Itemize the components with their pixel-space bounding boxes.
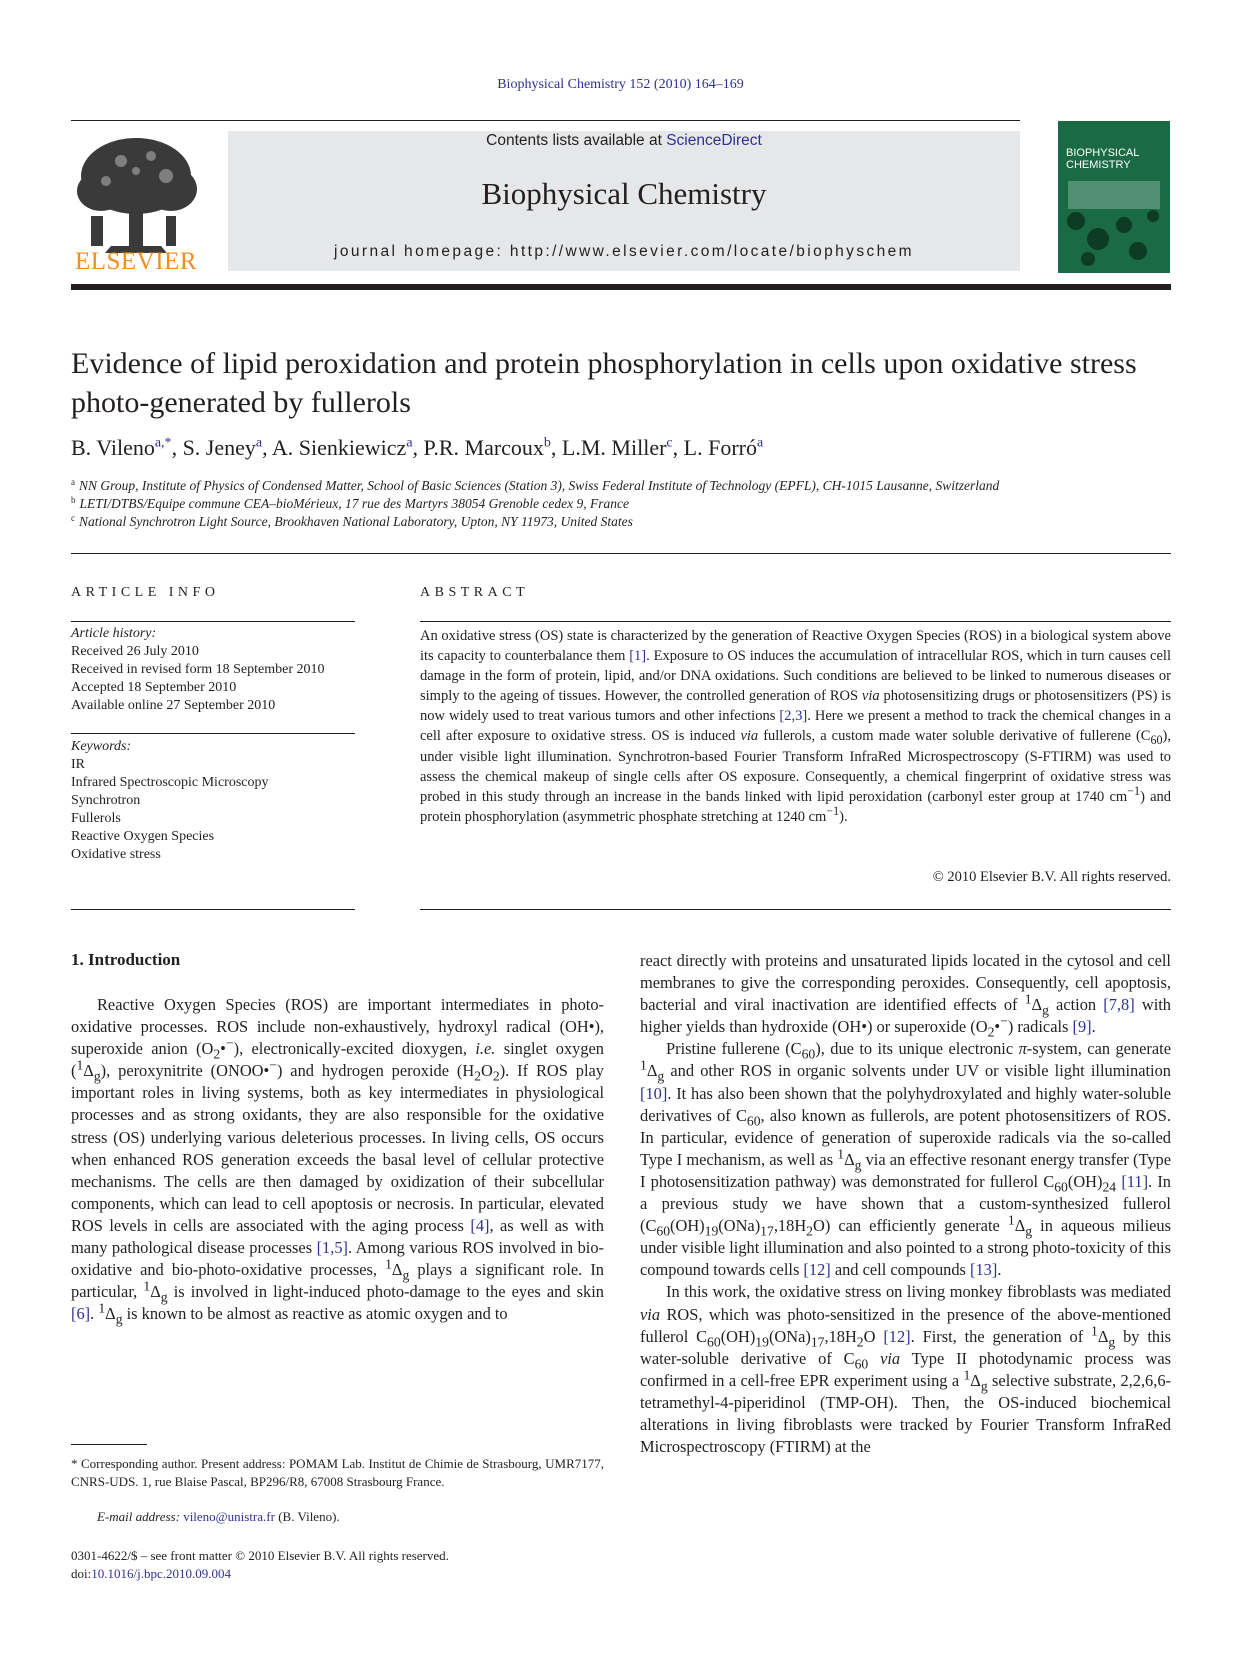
- abstract-heading: ABSTRACT: [420, 585, 530, 600]
- keyword: Synchrotron: [71, 793, 141, 808]
- intro-paragraph: react directly with proteins and unsaturated lipids located in the cytosol and cell membranes to give the corresponding peroxides. Consequently, cell apoptosis, bacterial and viral inactivation are identified effects of $^1\Delta_g$ action [7,8] with higher yields than hydroxide (OH•) or superoxide $(O_2•^-)$ radicals [9].: [640, 951, 1171, 1040]
- author-affiliation-mark[interactable]: a: [406, 435, 413, 451]
- intro-column-right: [640, 950, 1171, 1458]
- author-affiliation-mark[interactable]: b: [543, 435, 551, 451]
- history-item: Received 26 July 2010: [71, 644, 199, 659]
- cover-title: BIOPHYSICAL CHEMISTRY: [1066, 147, 1139, 171]
- affiliation-label: c: [71, 512, 75, 523]
- author-name[interactable]: A. Sienkiewicz: [271, 435, 407, 460]
- doi-line: [71, 1565, 604, 1583]
- corresponding-author-footnote: * Corresponding author. Present address: POMAM Lab. Institut de Chimie de Strasbourg, UMR7177, CNRS-UDS. 1, rue Blaise Pascal, BP296/R8, 67008 Strasbourg France.: [71, 1456, 604, 1489]
- keywords-label: Keywords:: [71, 739, 132, 754]
- affiliation-label: a: [71, 476, 75, 487]
- abstract-copyright: © 2010 Elsevier B.V. All rights reserved.: [932, 869, 1171, 885]
- contents-prefix: Contents lists available at: [486, 132, 667, 149]
- footnote-rule: [71, 1444, 147, 1445]
- journal-homepage-link[interactable]: journal homepage: http://www.elsevier.com/locate/biophyschem: [334, 243, 914, 260]
- citation-link[interactable]: [6]: [71, 1304, 91, 1324]
- section-heading: 1. Introduction: [71, 950, 181, 969]
- citation-link[interactable]: [9]: [1072, 1017, 1092, 1037]
- info-rule: [71, 909, 355, 910]
- affiliation-text: National Synchrotron Light Source, Brookhaven National Laboratory, Upton, NY 11973, United States: [79, 514, 633, 529]
- author-affiliation-mark[interactable]: a,*: [154, 435, 172, 451]
- keyword: Reactive Oxygen Species: [71, 829, 215, 844]
- keywords-list: [71, 738, 361, 864]
- header-rule: [71, 120, 1020, 121]
- journal-title: Biophysical Chemistry: [481, 176, 767, 211]
- journal-reference[interactable]: Biophysical Chemistry 152 (2010) 164–169: [497, 77, 744, 92]
- sciencedirect-link[interactable]: ScienceDirect: [666, 132, 762, 149]
- affiliation-a: [71, 478, 1171, 494]
- journal-cover-image[interactable]: [1058, 121, 1170, 273]
- author-name[interactable]: P.R. Marcoux: [423, 435, 544, 460]
- author-name[interactable]: L.M. Miller: [561, 435, 667, 460]
- email-line: [97, 1509, 597, 1525]
- front-matter: [71, 1547, 604, 1582]
- affiliation-b: [71, 496, 1171, 512]
- author-name[interactable]: S. Jeney: [182, 435, 256, 460]
- intro-paragraph: Reactive Oxygen Species (ROS) are important intermediates in photo-oxidative processes. ROS include non-exhaustively, hydroxyl radical (OH•), superoxide anion $(O_2•^-)$, electronically-excited dioxygen, i.e. singlet oxygen $(^1\Delta_g)$, peroxynitrite (ONOO•−) and hydrogen peroxide $(H_2O_2)$. If ROS play important roles in living systems, both as key intermediates in physiological processes and as strong oxidants, they are also responsible for the oxidative stress (OS) underlying various deleterious processes. In living cells, OS occurs when enhanced ROS generation exceeds the basal level of cellular protective mechanisms. The cells are then damaged by oxidization of their subcellular components, which can lead to cell apoptosis or necrosis. In particular, elevated ROS levels in cells are associated with the aging process [4], as well as with many pathological disease processes [1,5]. Among various ROS involved in bio-oxidative and bio-photo-oxidative processes, $^1\Delta_g$ plays a significant role. In particular, $^1\Delta_g$ is involved in light-induced photo-damage to the eyes and skin [6]. $^1\Delta_g$ is known to be almost as reactive as atomic oxygen and to: [71, 995, 605, 1327]
- citation-link[interactable]: [13]: [970, 1260, 998, 1280]
- history-item: Available online 27 September 2010: [71, 698, 276, 713]
- author-list: B. Vileno$^{a,*}$, S. Jeney$^a$, A. Sienkiewicz$^a$, P.R. Marcoux$^b$, L.M. Miller$^c$, L. Forró$^a$: [71, 435, 764, 460]
- front-matter-line: 0301-4622/$ – see front matter © 2010 Elsevier B.V. All rights reserved.: [71, 1548, 449, 1563]
- intro-paragraph: In this work, the oxidative stress on living monkey fibroblasts was mediated via ROS, which was photo-sensitized in the presence of the above-mentioned fullerol $C_{60}(OH)_{19}(ONa)_{17},18H_2O$ [12]. First, the generation of $^1\Delta_g$ by this water-soluble derivative of $C_{60}$ via Type II photodynamic process was confirmed in a cell-free EPR experiment using a $^1\Delta_g$ selective substrate, 2,2,6,6-tetramethyl-4-piperidinol (TMP-OH). Then, the OS-induced biochemical alterations in living fibroblasts were tracked by Fourier Transform InfraRed Microspectroscopy (FTIRM) at the: [640, 1282, 1171, 1457]
- author-name[interactable]: L. Forró: [683, 435, 757, 460]
- author-affiliation-mark[interactable]: c: [666, 435, 673, 451]
- doi-link[interactable]: 10.1016/j.bpc.2010.09.004: [91, 1565, 231, 1581]
- citation-link[interactable]: [12]: [883, 1326, 911, 1346]
- citation-link[interactable]: [10]: [640, 1083, 668, 1103]
- citation-link[interactable]: [1,5]: [316, 1238, 348, 1258]
- article-history: [71, 625, 361, 715]
- keyword: Fullerols: [71, 811, 121, 826]
- history-item: Received in revised form 18 September 2010: [71, 662, 325, 677]
- keyword: Oxidative stress: [71, 847, 161, 862]
- author-affiliation-mark[interactable]: a: [756, 435, 764, 451]
- citation-link[interactable]: [2,3]: [779, 708, 808, 725]
- publisher-wordmark: ELSEVIER: [74, 248, 198, 275]
- header-heavy-rule: [71, 284, 1171, 290]
- citation-link[interactable]: [4]: [470, 1215, 490, 1235]
- email-owner: (B. Vileno).: [278, 1509, 340, 1524]
- citation-link[interactable]: [12]: [803, 1260, 831, 1280]
- history-label: Article history:: [71, 626, 157, 641]
- citation-link[interactable]: [1]: [629, 648, 647, 665]
- author-affiliation-mark[interactable]: a: [255, 435, 263, 451]
- section-rule: [71, 553, 1171, 554]
- intro-paragraph: Pristine fullerene $(C_{60})$, due to its unique electronic π-system, can generate $^1\Delta_g$ and other ROS in organic solvents under UV or visible light illumination [10]. It has also been shown that the polyhydroxylated and highly water-soluble derivatives of $C_{60}$, also known as fullerols, are potent photosensitizers of ROS. In particular, evidence of generation of superoxide radicals via the so-called Type I mechanism, as well as $^1\Delta_g$ via an effective resonant energy transfer (Type I photosensitization pathway) was demonstrated for fullerol $C_{60}(OH)_{24}$ [11]. In a previous study we have shown that a custom-synthesized fullerol $(C_{60}(OH)_{19}(ONa)_{17},18H_2O)$ can efficiently generate $^1\Delta_g$ in aqueous milieus under visible light illumination and also pointed to a strong photo-toxicity of this compound towards cells [12] and cell compounds [13].: [640, 1039, 1172, 1280]
- author-name[interactable]: B. Vileno: [71, 435, 155, 460]
- abstract-body: An oxidative stress (OS) state is characterized by the generation of Reactive Oxygen Species (ROS) in a biological system above its capacity to counterbalance them [1]. Exposure to OS induces the accumulation of intracellular ROS, which in turn causes cell damage in the form of protein, lipid, and/or DNA oxidations. Such conditions are believed to be linked to numerous diseases or simply to the ageing of tissues. However, the controlled generation of ROS via photosensitizing drugs or photosensitizers (PS) is now widely used to treat various tumors and other infections [2,3]. Here we present a method to track the chemical changes in a cell after exposure to oxidative stress. OS is induced via fullerols, a custom made water soluble derivative of fullerene $(C_{60})$, under visible light illumination. Synchrotron-based Fourier Transform InfraRed Microspectroscopy (S-FTIRM) was used to assess the chemical makeup of single cells after OS exposure. Consequently, a chemical fingerprint of oxidative stress was probed in this study through an increase in the bands linked with lipid peroxidation (carbonyl ester group at 1740 $cm^{-1}$) and protein phosphorylation (asymmetric phosphate stretching at 1240 $cm^{-1}$).: [420, 628, 1172, 825]
- keyword: IR: [71, 757, 85, 772]
- history-item: Accepted 18 September 2010: [71, 680, 237, 695]
- info-rule: [71, 621, 355, 622]
- article-title: Evidence of lipid peroxidation and protein phosphorylation in cells upon oxidative stress photo-generated by fullerols: [71, 347, 1137, 419]
- affiliation-text: NN Group, Institute of Physics of Condensed Matter, School of Basic Sciences (Station 3), Swiss Federal Institute of Technology (EPFL), CH-1015 Lausanne, Switzerland: [79, 478, 1000, 493]
- cover-bubbles-graphic: [1058, 121, 1170, 273]
- citation-link[interactable]: [7,8]: [1103, 995, 1135, 1015]
- keyword: Infrared Spectroscopic Microscopy: [71, 775, 269, 790]
- abstract-rule: [420, 909, 1171, 910]
- citation-link[interactable]: [11]: [1121, 1171, 1149, 1191]
- affiliation-c: [71, 514, 1171, 530]
- contents-availability: [228, 132, 1020, 150]
- doi-label: doi:: [71, 1565, 92, 1581]
- info-rule: [71, 733, 355, 734]
- affiliation-label: b: [71, 494, 76, 505]
- email-label: E-mail address:: [97, 1509, 180, 1524]
- abstract-rule: [420, 621, 1171, 622]
- email-link[interactable]: vileno@unistra.fr: [183, 1509, 275, 1524]
- article-info-heading: ARTICLE INFO: [71, 585, 220, 600]
- affiliation-text: LETI/DTBS/Equipe commune CEA–bioMérieux, 17 rue des Martyrs 38054 Grenoble cedex 9, France: [79, 496, 630, 511]
